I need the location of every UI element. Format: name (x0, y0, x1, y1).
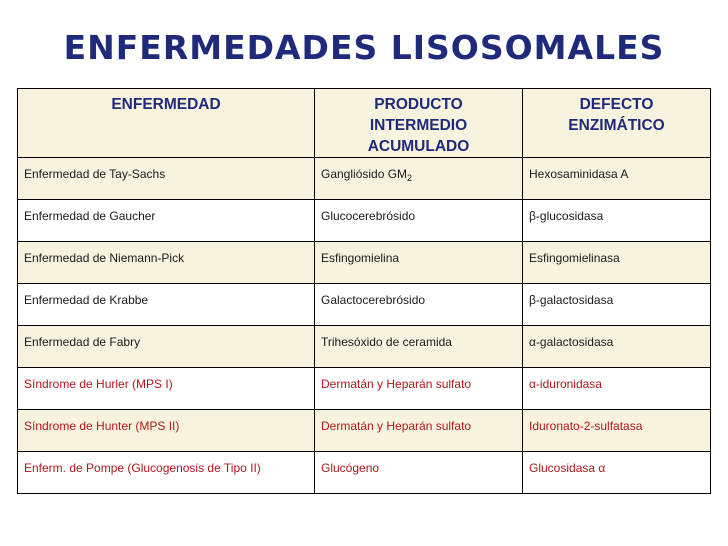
defect-cell: Esfingomielinasa (523, 242, 711, 284)
product-cell (315, 242, 523, 284)
header-disease-label: ENFERMEDAD (111, 96, 221, 113)
disease-cell: Síndrome de Hurler (MPS I) (18, 368, 315, 410)
product-cell (315, 326, 523, 368)
defect-cell: β-galactosidasa (523, 284, 711, 326)
disease-cell: Enfermedad de Gaucher (18, 200, 315, 242)
product-cell (315, 158, 523, 200)
product-name: Glucocerebrósido (321, 209, 416, 223)
disease-cell: Enferm. de Pompe (Glucogenosis de Tipo II) (18, 452, 315, 494)
product-cell (315, 284, 523, 326)
disease-cell: Enfermedad de Fabry (18, 326, 315, 368)
disease-cell: Enfermedad de Niemann-Pick (18, 242, 315, 284)
slide-title: ENFERMEDADES LISOSOMALES (63, 28, 665, 67)
defect-cell: Hexosaminidasa A (523, 158, 711, 200)
table-row (18, 200, 711, 242)
product-name: Trihesóxido de ceramida (321, 335, 452, 349)
table-row (18, 452, 711, 494)
product-cell (315, 410, 523, 452)
table-row (18, 284, 711, 326)
table-row (18, 368, 711, 410)
disease-cell: Enfermedad de Krabbe (18, 284, 315, 326)
product-cell (315, 200, 523, 242)
product-name: Dermatán y Heparán sulfato (321, 377, 472, 391)
product-cell (315, 368, 523, 410)
table-row (18, 410, 711, 452)
defect-cell: Glucosidasa α (523, 452, 711, 494)
table-row (18, 326, 711, 368)
product-subscript: 2 (407, 173, 413, 183)
header-defect-label: DEFECTO ENZIMÁTICO (568, 96, 665, 134)
defect-cell: Iduronato-2-sulfatasa (523, 410, 711, 452)
table-row (18, 242, 711, 284)
lysosomal-diseases-table (17, 88, 711, 494)
header-disease (18, 89, 315, 158)
product-name: Glucógeno (321, 461, 380, 475)
defect-cell: β-glucosidasa (523, 200, 711, 242)
table-header-row (18, 89, 711, 158)
table-body (18, 158, 711, 494)
disease-cell: Síndrome de Hunter (MPS II) (18, 410, 315, 452)
product-name: Esfingomielina (321, 251, 400, 265)
product-name: Gangliósido GM (321, 167, 408, 181)
defect-cell: α-iduronidasa (523, 368, 711, 410)
product-cell (315, 452, 523, 494)
table-row (18, 158, 711, 200)
header-product (315, 89, 523, 158)
header-product-label: PRODUCTO INTERMEDIO ACUMULADO (367, 96, 470, 155)
header-defect (523, 89, 711, 158)
product-name: Dermatán y Heparán sulfato (321, 419, 472, 433)
product-name: Galactocerebrósido (321, 293, 426, 307)
disease-cell: Enfermedad de Tay-Sachs (18, 158, 315, 200)
defect-cell: α-galactosidasa (523, 326, 711, 368)
